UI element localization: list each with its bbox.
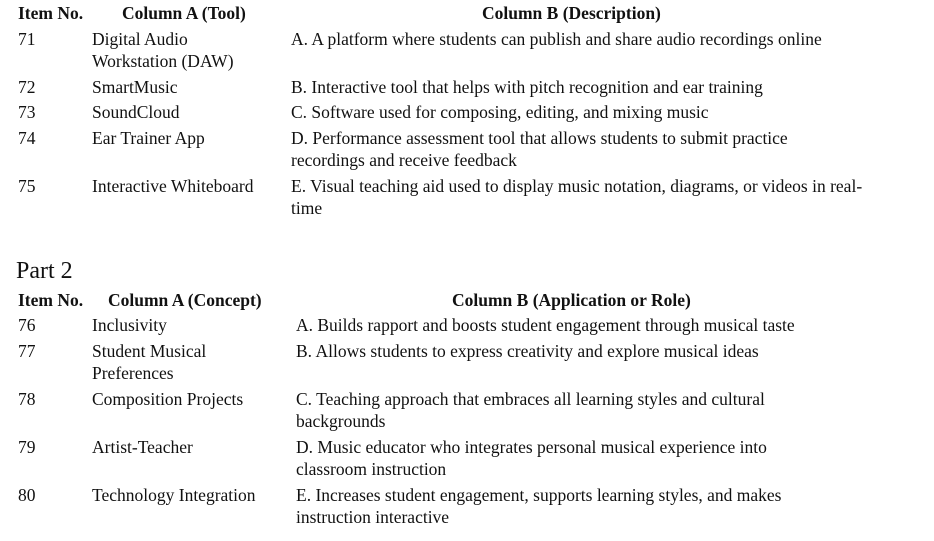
part1-header-col-b: Column B (Description)	[482, 3, 661, 23]
part1-header-col-a: Column A (Tool)	[122, 3, 246, 23]
item-number: 75	[18, 176, 36, 196]
item-number: 72	[18, 77, 36, 97]
column-a-cell: SmartMusic	[92, 77, 178, 97]
part1-table	[0, 1, 934, 221]
table-row	[0, 28, 934, 76]
column-b-cell: B. Allows students to express creativity and explore musical ideas	[296, 341, 759, 361]
column-a-cell: Ear Trainer App	[92, 128, 205, 148]
column-a-cell: Artist-Teacher	[92, 437, 193, 457]
item-number: 80	[18, 485, 36, 505]
column-b-cell: A. Builds rapport and boosts student engagement through musical taste	[296, 315, 795, 335]
column-a-cell: Technology Integration	[92, 485, 256, 505]
column-b-cell: B. Interactive tool that helps with pitch recognition and ear training	[291, 77, 763, 97]
item-number: 78	[18, 389, 36, 409]
column-b-cell: E. Visual teaching aid used to display music notation, diagrams, or videos in real-time	[291, 176, 863, 218]
part2-header-col-a: Column A (Concept)	[108, 290, 262, 310]
table-row	[0, 436, 934, 484]
column-b-cell: D. Performance assessment tool that allows students to submit practice recordings and receive feedback	[291, 128, 788, 170]
table-row	[0, 314, 934, 340]
item-number: 76	[18, 315, 36, 335]
table-row	[0, 127, 934, 175]
item-number: 74	[18, 128, 36, 148]
column-a-cell: Composition Projects	[92, 389, 244, 409]
column-b-cell: A. A platform where students can publish and share audio recordings online	[291, 29, 822, 49]
part2-title: Part 2	[16, 258, 73, 284]
table-row	[0, 388, 934, 436]
part1-header-item: Item No.	[18, 3, 84, 23]
item-number: 79	[18, 437, 36, 457]
part2-header-item: Item No.	[18, 290, 84, 310]
column-b-cell: D. Music educator who integrates personal musical experience into classroom instruction	[296, 437, 767, 479]
column-b-cell: C. Teaching approach that embraces all learning styles and cultural backgrounds	[296, 389, 765, 431]
column-b-cell: E. Increases student engagement, supports learning styles, and makes instruction interactive	[296, 485, 782, 527]
part2-header-col-b: Column B (Application or Role)	[452, 290, 691, 310]
part2-header-row	[0, 288, 934, 312]
column-a-cell: Digital Audio Workstation (DAW)	[92, 29, 234, 71]
item-number: 71	[18, 29, 36, 49]
column-a-cell: Interactive Whiteboard	[92, 176, 254, 196]
table-row	[0, 340, 934, 388]
table-row	[0, 101, 934, 127]
column-a-cell: Student Musical Preferences	[92, 341, 207, 383]
item-number: 77	[18, 341, 36, 361]
table-row	[0, 175, 934, 221]
table-row	[0, 484, 934, 530]
column-b-cell: C. Software used for composing, editing, and mixing music	[291, 102, 709, 122]
table-row	[0, 76, 934, 101]
item-number: 73	[18, 102, 36, 122]
column-a-cell: SoundCloud	[92, 102, 180, 122]
part1-header-row	[0, 1, 934, 25]
column-a-cell: Inclusivity	[92, 315, 167, 335]
part2-table	[0, 288, 934, 530]
